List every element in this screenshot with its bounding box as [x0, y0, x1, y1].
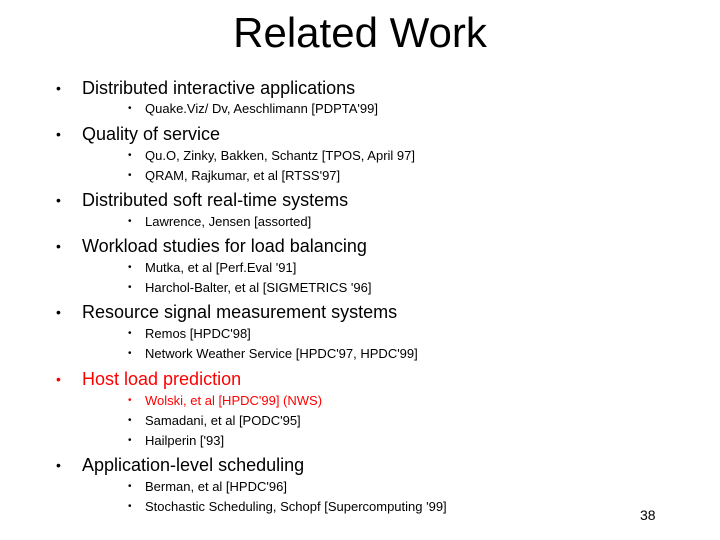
sub-bullet-text: Samadani, et al [PODC'95]: [145, 413, 301, 428]
bullet-item: [0, 300, 720, 324]
sub-bullet-item: [0, 259, 720, 277]
sub-bullet-icon: •: [128, 150, 132, 161]
bullet-text: Workload studies for load balancing: [82, 236, 367, 256]
sub-bullet-text: Berman, et al [HPDC'96]: [145, 479, 287, 494]
sub-bullet-item: [0, 498, 720, 516]
page-number: 38: [640, 507, 656, 523]
sub-bullet-item: [0, 345, 720, 363]
sub-bullet-text: Stochastic Scheduling, Schopf [Supercomputing '99]: [145, 499, 447, 514]
bullet-icon: •: [56, 304, 61, 320]
sub-bullet-item: [0, 279, 720, 297]
sub-bullet-text: Quake.Viz/ Dv, Aeschlimann [PDPTA'99]: [145, 101, 378, 116]
sub-bullet-text: Harchol-Balter, et al [SIGMETRICS '96]: [145, 280, 372, 295]
sub-bullet-icon: •: [128, 501, 132, 512]
bullet-item: [0, 76, 720, 100]
sub-bullet-icon: •: [128, 262, 132, 273]
bullet-item: [0, 234, 720, 258]
bullet-item: [0, 188, 720, 212]
bullet-text: Distributed interactive applications: [82, 78, 356, 98]
sub-bullet-icon: •: [128, 282, 132, 293]
bullet-text: Host load prediction: [82, 369, 242, 389]
sub-bullet-icon: •: [128, 395, 132, 406]
bullet-text: Quality of service: [82, 124, 221, 144]
sub-bullet-item: [0, 478, 720, 496]
sub-bullet-item: [0, 412, 720, 430]
sub-bullet-item: [0, 167, 720, 185]
sub-bullet-item: [0, 100, 720, 118]
bullet-icon: •: [56, 126, 61, 142]
slide-title: Related Work: [233, 9, 487, 56]
bullet-item: [0, 122, 720, 146]
sub-bullet-text: Lawrence, Jensen [assorted]: [145, 214, 312, 229]
sub-bullet-icon: •: [128, 170, 132, 181]
sub-bullet-item: [0, 147, 720, 165]
sub-bullet-text: Qu.O, Zinky, Bakken, Schantz [TPOS, April 97]: [145, 148, 415, 163]
sub-bullet-icon: •: [128, 348, 132, 359]
sub-bullet-text: Remos [HPDC'98]: [145, 326, 251, 341]
bullet-icon: •: [56, 457, 61, 473]
bullet-icon: •: [56, 80, 61, 96]
sub-bullet-item-highlighted: [0, 392, 720, 410]
bullet-icon: •: [56, 371, 61, 387]
bullet-item: [0, 453, 720, 477]
sub-bullet-icon: •: [128, 415, 132, 426]
sub-bullet-item: [0, 213, 720, 231]
sub-bullet-text: Hailperin ['93]: [145, 433, 225, 448]
bullet-icon: •: [56, 192, 61, 208]
sub-bullet-icon: •: [128, 481, 132, 492]
sub-bullet-item: [0, 432, 720, 450]
bullet-item-highlighted: [0, 367, 720, 391]
bullet-text: Distributed soft real-time systems: [82, 190, 349, 210]
sub-bullet-icon: •: [128, 216, 132, 227]
sub-bullet-text: QRAM, Rajkumar, et al [RTSS'97]: [145, 168, 341, 183]
sub-bullet-icon: •: [128, 435, 132, 446]
sub-bullet-icon: •: [128, 328, 132, 339]
sub-bullet-text: Network Weather Service [HPDC'97, HPDC'99]: [145, 346, 418, 361]
bullet-icon: •: [56, 238, 61, 254]
bullet-text: Application-level scheduling: [82, 455, 305, 475]
sub-bullet-text: Wolski, et al [HPDC'99] (NWS): [145, 393, 323, 408]
sub-bullet-icon: •: [128, 103, 132, 114]
bullet-text: Resource signal measurement systems: [82, 302, 398, 322]
sub-bullet-item: [0, 325, 720, 343]
sub-bullet-text: Mutka, et al [Perf.Eval '91]: [145, 260, 297, 275]
